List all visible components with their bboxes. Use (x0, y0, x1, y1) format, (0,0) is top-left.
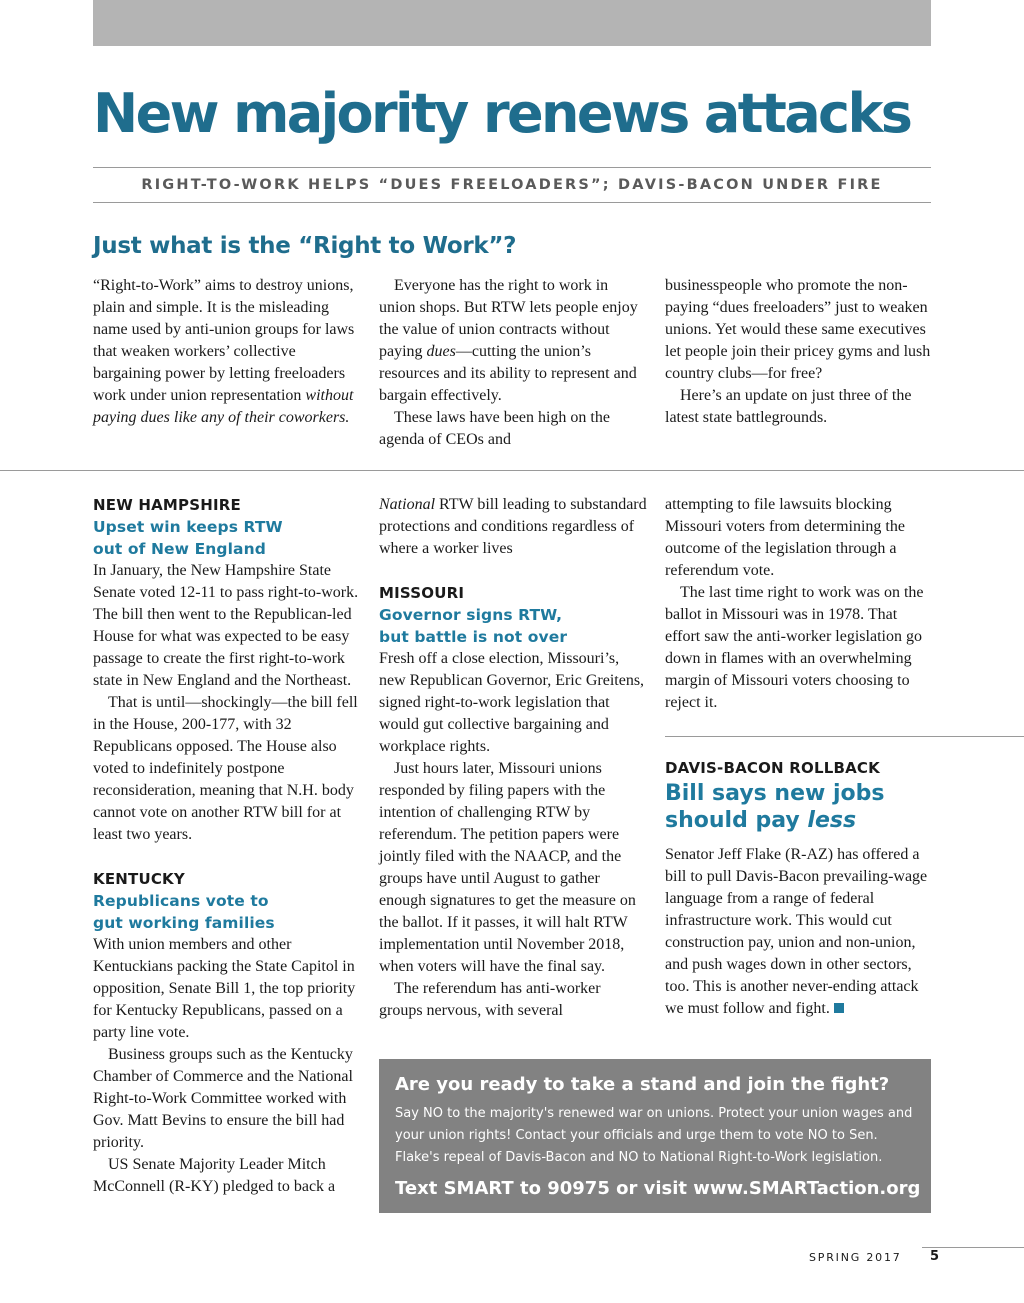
body-paragraph: The last time right to work was on the ballot in Missouri was in 1978. That effort saw the anti-worker legislation go down in flames with an overwhelming margin of Missouri voters choosing to reject it. (665, 584, 924, 711)
cta-body: Say NO to the majority's renewed war on unions. Protect your union wages and your union rights! Contact your officials and urge them to vote NO to Sen. Flake's repeal of Davis-Bacon and NO to National Right-to-Work legislation. (395, 1106, 913, 1165)
page-number: 5 (930, 1249, 940, 1264)
body-emphasis: National (379, 496, 436, 513)
kicker-davis-bacon-line-1: Bill says new jobs (665, 781, 885, 806)
call-to-action-box (379, 1059, 931, 1213)
body-column-3 (665, 494, 935, 714)
kicker-davis-bacon-line-2 (665, 807, 935, 834)
intro-paragraph: These laws have been high on the agenda of CEOs and (379, 409, 610, 448)
intro-emphasis: without paying dues like any of their coworkers. (93, 387, 354, 426)
body-paragraph: Just hours later, Missouri unions responded by filing papers with the intention of challenging RTW by referendum. The petition papers were jointly filed with the NAACP, and the groups have until August to gather enough signatures to get the measure on the ballot. If it passes, it will halt RTW implementation until November 2018, when voters will have the final say. (379, 760, 636, 975)
kicker-new-hampshire-line-1: Upset win keeps RTW (93, 518, 283, 536)
body-paragraph: Business groups such as the Kentucky Chamber of Commerce and the National Right-to-Work Committee worked with Gov. Matt Bevins to ensure the bill had priority. (93, 1046, 353, 1151)
kicker-text: should pay (665, 808, 808, 833)
body-paragraph: The referendum has anti-worker groups nervous, with several (379, 980, 601, 1019)
intro-paragraph (93, 275, 363, 429)
deck-bottom-rule (93, 202, 931, 203)
deck-top-rule (93, 167, 931, 168)
intro-heading: Just what is the “Right to Work”? (93, 233, 517, 259)
state-heading-missouri: MISSOURI (379, 584, 465, 602)
article-deck: RIGHT-TO-WORK HELPS “DUES FREELOADERS”; DAVIS-BACON UNDER FIRE (141, 177, 883, 193)
davis-bacon-column (665, 757, 935, 1020)
cta-title: Are you ready to take a stand and join the fight? (395, 1074, 890, 1095)
footer-issue: SPRING 2017 (809, 1251, 902, 1264)
footer-rule (922, 1247, 1024, 1248)
intro-text: “Right-to-Work” aims to destroy unions, plain and simple. It is the misleading name used by anti-union groups for laws that weaken workers’ collective bargaining power by letting freeloaders work under union representation (93, 277, 355, 404)
kicker-kentucky-line-2: gut working families (93, 914, 275, 932)
body-paragraph (379, 494, 647, 560)
davis-bacon-divider (665, 736, 1024, 737)
kicker-davis-bacon (665, 780, 935, 834)
intro-column-1 (93, 275, 363, 429)
body-paragraph: Fresh off a close election, Missouri’s, new Republican Governor, Eric Greitens, signed right-to-work legislation that would gut collective bargaining and workplace rights. (379, 650, 645, 755)
kicker-new-hampshire-line-2: out of New England (93, 540, 266, 558)
intro-emphasis: dues (426, 343, 456, 360)
article-headline: New majority renews attacks (93, 82, 911, 145)
intro-paragraph: Here’s an update on just three of the latest state battlegrounds. (665, 387, 912, 426)
body-paragraph (665, 844, 935, 1020)
intro-column-3 (665, 275, 935, 429)
intro-paragraph (379, 275, 647, 407)
kicker-kentucky-line-1: Republicans vote to (93, 892, 269, 910)
section-heading-davis-bacon: DAVIS-BACON ROLLBACK (665, 759, 880, 777)
intro-text: —cutting the union’s resources and its ability to represent and bargain effectively. (379, 343, 637, 404)
state-heading-kentucky: KENTUCKY (93, 870, 185, 888)
top-banner-bar (93, 0, 931, 46)
body-paragraph: In January, the New Hampshire State Senate voted 12-11 to pass right-to-work. The bill then went to the Republican-led House for what was expected to be easy passage to create the first right-to-work state in New England and the Northeast. (93, 562, 359, 689)
kicker-missouri-line-1: Governor signs RTW, (379, 606, 563, 624)
kicker-emphasis: less (807, 808, 857, 833)
cta-action-link[interactable]: Text SMART to 90975 or visit www.SMARTaction.org (395, 1178, 921, 1199)
body-column-1 (93, 494, 363, 1198)
end-mark-square-icon (834, 1003, 844, 1013)
state-heading-new-hampshire: NEW HAMPSHIRE (93, 496, 241, 514)
body-paragraph: US Senate Majority Leader Mitch McConnell (R-KY) pledged to back a (93, 1156, 336, 1195)
kicker-missouri-line-2: but battle is not over (379, 628, 568, 646)
body-paragraph: With union members and other Kentuckians packing the State Capitol in opposition, Senate Bill 1, the top priority for Kentucky Republicans, passed on a party line vote. (93, 936, 356, 1041)
intro-column-2 (379, 275, 647, 451)
body-paragraph: attempting to file lawsuits blocking Missouri voters from determining the outcome of the legislation through a referendum vote. (665, 496, 905, 579)
body-column-2 (379, 494, 647, 1022)
intro-text: Everyone has the right to work in union shops. But RTW lets people enjoy the value of union contracts without paying (379, 277, 638, 360)
section-divider (0, 470, 1024, 471)
body-paragraph: That is until—shockingly—the bill fell in the House, 200-177, with 32 Republicans opposed. The House also voted to indefinitely postpone reconsideration, meaning that N.H. body cannot vote on another RTW bill for at least two years. (93, 694, 358, 843)
body-text: Senator Jeff Flake (R-AZ) has offered a bill to pull Davis-Bacon prevailing-wage language from a range of federal infrastructure work. This would cut construction pay, union and non-union, and push wages down in other sectors, too. This is another never-ending attack we must follow and fight. (665, 846, 928, 1017)
intro-paragraph: businesspeople who promote the non-paying “dues freeloaders” just to weaken unions. Yet would these same executives let people join their pricey gyms and lush country clubs—for free? (665, 277, 931, 382)
body-text: RTW bill leading to substandard protections and conditions regardless of where a worker lives (379, 496, 647, 557)
